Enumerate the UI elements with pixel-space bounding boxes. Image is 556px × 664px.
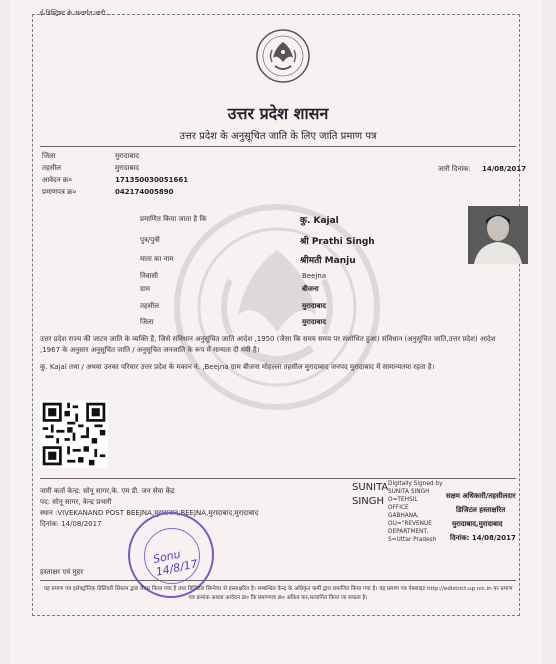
detail-parent-label: पुत्र/पुत्री <box>140 236 160 244</box>
field-certificate-no-label: प्रमाणपत्र क्र० <box>42 188 77 196</box>
qr-code-icon <box>40 400 108 468</box>
issuer-place: स्थान :VIVEKANAND POST BEEJNA,मुरादाबाद,BEEJNA,मुरादाबाद,मुरादाबाद <box>40 509 259 517</box>
signer-last-name: SINGH <box>352 496 385 507</box>
digital-sign-line: SUNITA SINGH <box>388 489 430 495</box>
stamp-handwriting: Sonu 14/8/17 <box>151 547 199 579</box>
field-tehsil-value: मुरादाबाद <box>115 164 139 172</box>
applicant-photo <box>468 206 528 264</box>
field-certificate-no-value: 042174005890 <box>115 188 174 196</box>
authority-title: सक्षम अधिकारी/तहसीलदार <box>446 492 516 500</box>
document-title: उत्तर प्रदेश शासन <box>227 104 329 123</box>
field-district-value: मुरादाबाद <box>115 152 139 160</box>
field-district-label: जिला <box>42 152 56 160</box>
detail-parent-value: श्री Prathi Singh <box>300 237 375 247</box>
digital-sign-line: S=Uttar Pradesh <box>388 537 437 543</box>
issuer-center: जारी कर्ता केन्द्र: सोनू सागर,के. एम डी. जन सेवा केंद्र <box>40 487 175 495</box>
issue-date-value: 14/08/2017 <box>482 165 527 173</box>
certificate-paragraph-2: कु. Kajal तथा / अथवा उनका परिवार उत्तर प्रदेश के मकान नं. ,Beejna ग्राम बीजना मोहल्ला तहसील मुरादाबाद जनपद मुरादाबाद में सामान्यतया रहता है। <box>40 363 435 371</box>
field-application-value: 171350030051661 <box>115 176 189 184</box>
top-note: ई-डिस्ट्रिक्ट के अन्तर्गत जारी... <box>40 9 112 17</box>
footer-divider <box>40 580 516 581</box>
digital-sign-line: DEPARTMENT, <box>388 529 429 535</box>
field-tehsil-label: तहसील <box>42 164 61 172</box>
detail-mother-label: माता का नाम <box>140 255 174 263</box>
signature-seal-label: हस्ताक्षर एवं मुहर <box>40 568 84 576</box>
detail-name-value: कु. Kajal <box>300 216 339 226</box>
issue-date-label: जारी दिनांक: <box>438 165 471 173</box>
watermark-emblem-icon <box>170 200 385 415</box>
detail-resident-value: Beejna <box>302 272 327 280</box>
issuer-post: पद: सोनू सागर, केन्द्र प्रभारी <box>40 498 112 506</box>
header-divider <box>40 146 516 147</box>
state-emblem-icon <box>255 28 311 84</box>
digital-sign-line: OFFICE <box>388 505 409 511</box>
field-application-label: आवेदन क्र० <box>42 176 72 184</box>
detail-resident-label: निवासी <box>140 272 158 280</box>
digital-signature-block <box>388 480 443 544</box>
certificate-paragraph-1: उत्तर प्रदेश राज्य की जाटव जाति के व्यक्ति हैं, जिसे संविधान अनुसूचित जाति आदेश ,1950 (जैसा कि समय समय पर संशोधित हुआ) संविधान (अनुसूचित जाति,उत्तर प्रदेश) आदेश ,1967 के अनुसार अनुसूचित जाति / अनुसूचित जनजाति के रूप में मान्यता दी गयी है। <box>40 335 496 354</box>
authority-sign: डिजिटल हस्ताक्षरित <box>456 506 506 514</box>
footer-note: यह प्रमाण पत्र इलेक्ट्रॉनिक डिलिवरी सिस्टम द्वारा तैयार किया गया है तथा डिजिटल सिग्नेचर से हस्ताक्षरित है। सम्बन्धित केन्द्र के अधिकृत कर्मी द्वारा प्रमाणित किया गया है। यह प्रमाण पत्र वेबसाइट http://edistrict.up.nic.in पर प्रमाण पत्र क्रमांक अथवा आवेदन क्र० कि प्रमाणपत्र क्र० अंकित कर,सत्यापित किया जा सकता है। <box>43 586 513 601</box>
authority-place: मुरादाबाद,मुरादाबाद <box>452 520 503 528</box>
detail-district-label: जिला <box>140 318 154 326</box>
issuer-date: दिनांक: 14/08/2017 <box>40 520 102 528</box>
digital-sign-line: Digitally Signed by <box>388 481 443 487</box>
detail-certify-label: प्रमाणित किया जाता है कि <box>140 215 207 223</box>
signer-first-name: SUNITA <box>352 482 389 493</box>
detail-mother-value: श्रीमती Manju <box>300 256 356 266</box>
detail-district-value: मुरादाबाद <box>302 318 326 326</box>
digital-sign-line: O=TEHSIL <box>388 497 418 503</box>
issuer-divider <box>40 478 516 479</box>
digital-sign-line: OU="REVENUE <box>388 521 432 527</box>
detail-village-label: ग्राम <box>140 285 150 293</box>
detail-tehsil-label: तहसील <box>140 302 159 310</box>
detail-village-value: बीजना <box>302 285 319 293</box>
authority-date: दिनांक: 14/08/2017 <box>450 534 516 542</box>
detail-tehsil-value: मुरादाबाद <box>302 302 326 310</box>
document-subtitle: उत्तर प्रदेश के अनुसूचित जाति के लिए जाति प्रमाण पत्र <box>179 131 377 142</box>
digital-sign-line: GABHANA, <box>388 513 419 519</box>
